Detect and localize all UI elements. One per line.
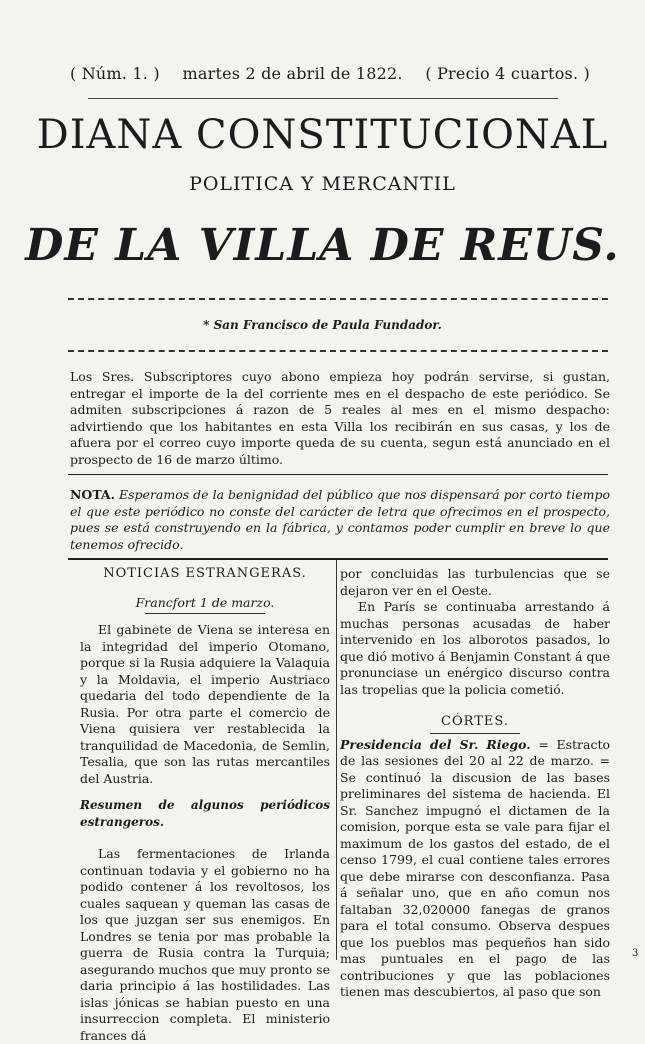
article-paragraph-irlanda: Las fermentaciones de Irlanda continuan todavia y el gobierno no ha podido contener á los revoltosos, los cuales saquean y queman las casas de los que juzgan ser sus enemigos. En Londres se tenia por mas probable la guerra de Rusia contra la Turquia; asegurando muchos que muy pronto se daria principio á las hostilidades. Las islas jónicas se habian puesto en una insurreccion completa. El ministerio frances dá: [80, 846, 330, 1043]
cortes-heading: CÓRTES.: [441, 714, 509, 729]
issue-date: martes 2 de abril de 1822.: [182, 64, 403, 83]
page-mark: 3: [632, 948, 639, 959]
newspaper-town-title: DE LA VILLA DE REUS.: [25, 220, 620, 271]
article-continuation: por concluidas las turbulencias que se dejaron ver en el Oeste.: [340, 566, 610, 598]
section-heading: NOTICIAS ESTRANGERAS.: [103, 566, 307, 581]
masthead-line: [70, 64, 590, 83]
nota-rule: [68, 558, 608, 560]
cortes-extract: = Estracto de las sesiones del 20 al 22 de marzo. = Se continuó la discusion de las bases preliminares del sistema de hacienda. El Sr. Sanchez impugnó el dictamen de la comision, porque esta se vale para fijar el maximum de los gastos del estado, de el censo 1799, el cual contiene tales errores que debe mirarse con desconfianza. Pasa á señalar uno, que en año comun nos faltaban 32,020000 fanegas de granos para el total consumo. Observa despues que los pueblos mas pequeños han sido mas puntuales en el pago de las contribuciones y que las poblaciones tienen mas descubiertos, al paso que son: [340, 736, 610, 999]
subscription-notice: Los Sres. Subscriptores cuyo abono empieza hoy podrán servirse, si gustan, entregar el importe de la del corriente mes en el despacho de este periódico. Se admiten subscripciones á razon de 5 reales al mes en el mismo despacho: advirtiendo que los habitantes en esta Villa los recibirán en sus casas, y los de afuera por el correo cuyo importe queda de su cuenta, segun está anunciado en el prospecto de 16 de marzo último.: [70, 369, 610, 467]
newspaper-title: DIANA CONSTITUCIONAL: [36, 112, 609, 158]
article-paragraph-vienna: El gabinete de Viena se interesa en la integridad del imperio Otomano, porque si la Rusia adquiere la Valaquia y la Moldavia, el imperio Austriaco quedaria del todo dependiente de la Rusia. Por otra parte el comercio de Viena quisiera ver restablecida la tranquilidad de Macedonia, de Semlin, Tesalia, que son las rutas mercantiles del Austria.: [80, 622, 330, 786]
dateline: Francfort 1 de marzo.: [135, 594, 275, 610]
dateline-rule: [145, 613, 265, 614]
nota-lead: NOTA.: [70, 487, 115, 502]
issue-price: ( Precio 4 cuartos. ): [425, 64, 590, 83]
article-paragraph-paris: En París se continuaba arrestando á muchas personas acusadas de haber intervenido en los alborotos pasados, lo que dió motivo á Benjamin Constant á que pronunciase un enérgico discurso contra las tropelias que la policia cometió.: [340, 599, 610, 697]
ornamental-rule-bottom: [68, 350, 608, 352]
left-column: [80, 566, 330, 1044]
right-column: [340, 566, 610, 1001]
resumen-heading: Resumen de algunos periódicos estrangeros.: [80, 798, 330, 829]
founder-line: * San Francisco de Paula Fundador.: [203, 318, 442, 332]
nota-block: [70, 487, 610, 553]
newspaper-subtitle: POLITICA Y MERCANTIL: [189, 173, 456, 195]
column-divider: [336, 560, 337, 960]
presidencia-label: Presidencia del Sr. Riego.: [340, 736, 531, 752]
notice-rule: [68, 474, 608, 475]
nota-text: Esperamos de la benignidad del público que nos dispensará por corto tiempo el que este periódico no conste del carácter de letra que ofrecimos en el prospecto, pues se está construyendo en la fábrica, y contamos poder cumplir en breve lo que tenemos ofrecido.: [70, 487, 610, 552]
cortes-rule: [430, 733, 520, 734]
masthead-rule: [88, 98, 558, 99]
ornamental-rule-top: [68, 298, 608, 300]
issue-number: ( Núm. 1. ): [70, 64, 160, 83]
